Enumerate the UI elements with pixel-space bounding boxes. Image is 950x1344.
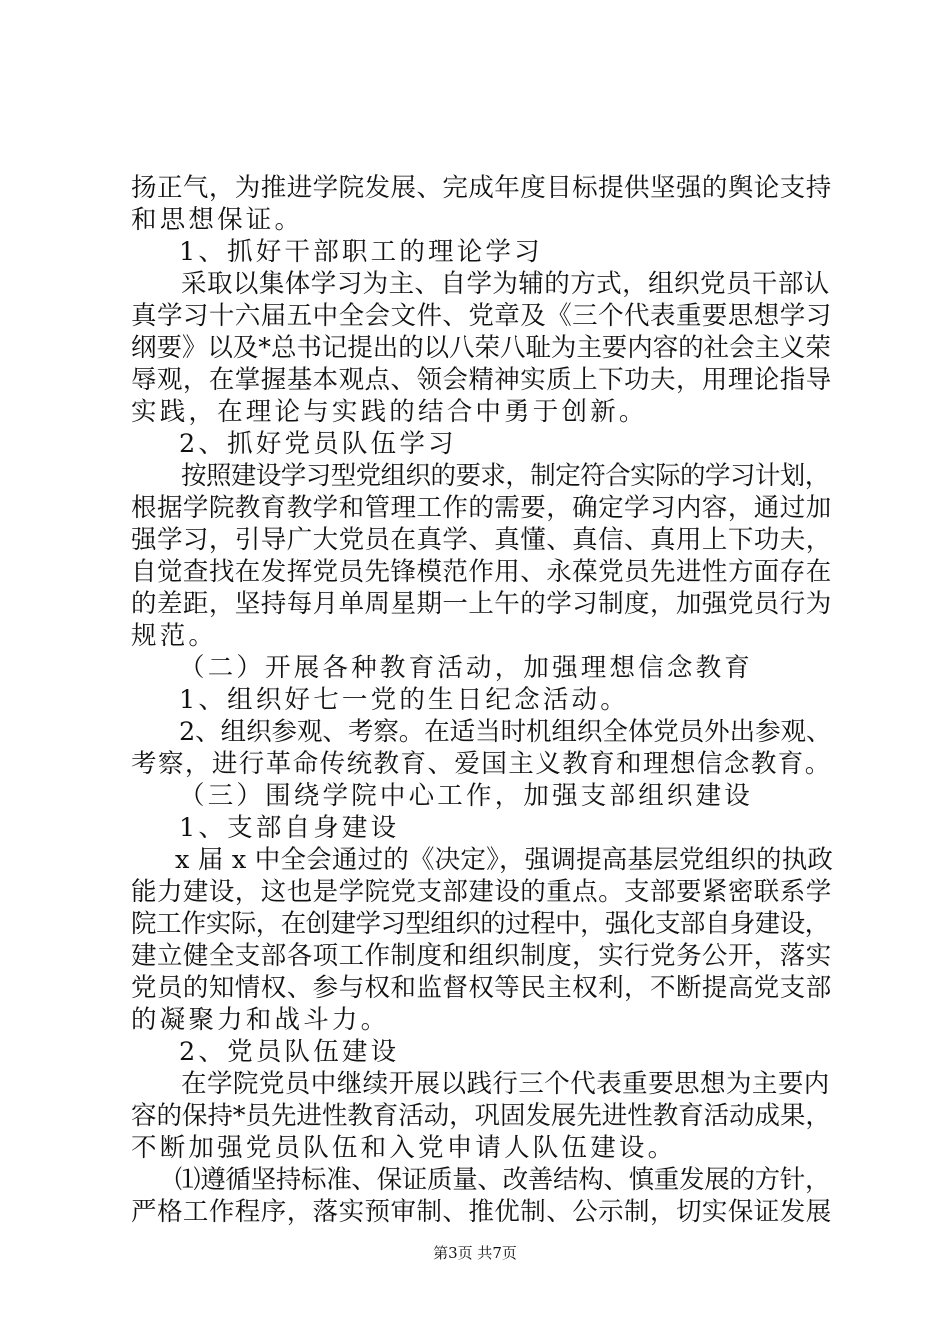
text-line: 院工作实际，在创建学习型组织的过程中，强化支部自身建设， bbox=[131, 909, 830, 939]
text-line: x 届 x 中全会通过的《决定》，强调提高基层党组织的执政 bbox=[175, 845, 834, 875]
text-line: 党员的知情权、参与权和监督权等民主权利，不断提高党支部 bbox=[131, 973, 832, 1003]
text-line: 的差距，坚持每月单周星期一上午的学习制度，加强党员行为 bbox=[131, 589, 832, 619]
text-line: 不断加强党员队伍和入党申请人队伍建设。 bbox=[131, 1133, 677, 1163]
subheading-1: 1、组织好七一党的生日纪念活动。 bbox=[179, 685, 629, 715]
page-number: 第3页 共7页 bbox=[433, 1244, 517, 1262]
text-line: 自觉查找在发挥党员先锋模范作用、永葆党员先进性方面存在 bbox=[131, 557, 832, 587]
text-line: 采取以集体学习为主、自学为辅的方式，组织党员干部认 bbox=[181, 269, 830, 299]
text-line: 真学习十六届五中全会文件、党章及《三个代表重要思想学习 bbox=[131, 301, 832, 331]
subheading-1: 1、支部自身建设 bbox=[179, 813, 400, 843]
subheading-2: 2、党员队伍建设 bbox=[179, 1037, 400, 1067]
text-line: 纲要》以及*总书记提出的以八荣八耻为主要内容的社会主义荣 bbox=[131, 333, 831, 363]
text-line: 在学院党员中继续开展以践行三个代表重要思想为主要内 bbox=[181, 1069, 830, 1099]
text-line: 考察，进行革命传统教育、爱国主义教育和理想信念教育。 bbox=[131, 749, 832, 779]
subheading-2: 2、组织参观、考察。在适当时机组织全体党员外出参观、 bbox=[179, 717, 832, 747]
text-line: 容的保持*员先进性教育活动，巩固发展先进性教育活动成果， bbox=[131, 1101, 831, 1131]
text-line: 规范。 bbox=[131, 621, 218, 651]
text-line: ⑴遵循坚持标准、保证质量、改善结构、慎重发展的方针， bbox=[175, 1165, 831, 1195]
text-line: 能力建设，这也是学院党支部建设的重点。支部要紧密联系学 bbox=[131, 877, 832, 907]
text-line: 和思想保证。 bbox=[131, 205, 304, 235]
text-line: 按照建设学习型党组织的要求，制定符合实际的学习计划， bbox=[181, 461, 830, 491]
section-heading-2: （二）开展各种教育活动，加强理想信念教育 bbox=[179, 653, 754, 683]
text-line: 根据学院教育教学和管理工作的需要，确定学习内容，通过加 bbox=[131, 493, 832, 523]
text-line: 扬正气，为推进学院发展、完成年度目标提供坚强的舆论支持 bbox=[131, 173, 832, 203]
section-heading-3: （三）围绕学院中心工作，加强支部组织建设 bbox=[179, 781, 754, 811]
subheading-1: 1、抓好干部职工的理论学习 bbox=[179, 237, 543, 267]
text-line: 实践，在理论与实践的结合中勇于创新。 bbox=[131, 397, 648, 427]
text-line: 强学习，引导广大党员在真学、真懂、真信、真用上下功夫， bbox=[131, 525, 832, 555]
text-line: 建立健全支部各项工作制度和组织制度，实行党务公开，落实 bbox=[131, 941, 832, 971]
text-line: 的凝聚力和战斗力。 bbox=[131, 1005, 390, 1035]
subheading-2: 2、抓好党员队伍学习 bbox=[179, 429, 457, 459]
text-line: 严格工作程序，落实预审制、推优制、公示制，切实保证发展 bbox=[131, 1197, 832, 1227]
text-line: 辱观，在掌握基本观点、领会精神实质上下功夫，用理论指导 bbox=[131, 365, 832, 395]
